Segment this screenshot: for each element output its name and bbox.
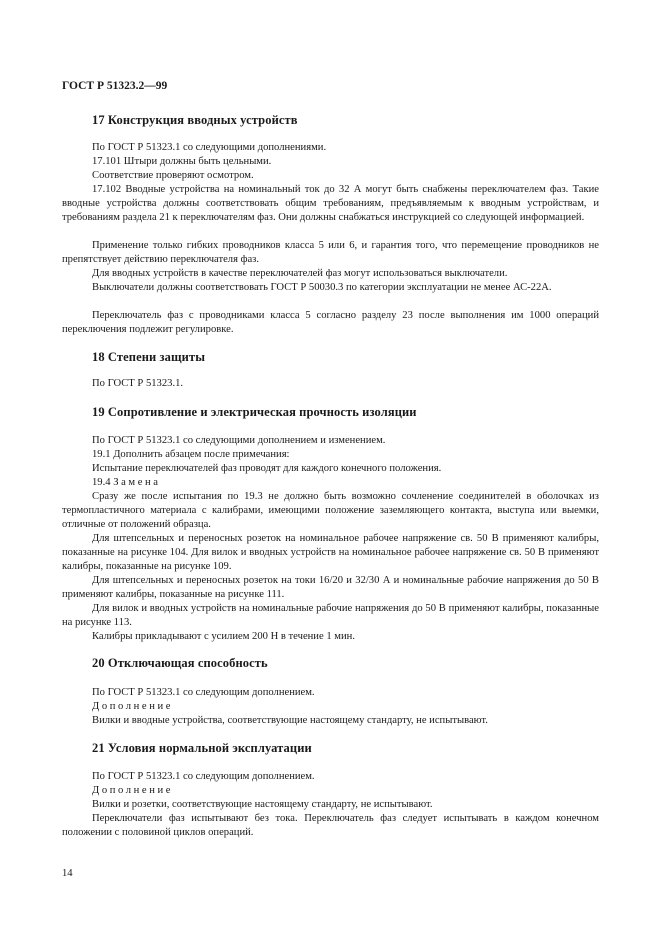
section-19-title: 19 Сопротивление и электрическая прочность изоляции — [92, 405, 417, 419]
paragraph: По ГОСТ Р 51323.1 со следующим дополнением. — [92, 687, 315, 698]
paragraph: Для штепсельных и переносных розеток на номинальное рабочее напряжение св. 50 В применяют калибры, показанные на рисунке 104. Для вилок и вводных устройств на номинальное рабочее напряжение св. 50 В применяют калибры, показанные на рисунке 109. — [62, 533, 599, 572]
spaced-label: Замена — [113, 477, 161, 488]
paragraph: Сразу же после испытания по 19.3 не должно быть возможно сочленение соединителей в оболочках из термопластичного материала с калибрами, имеющими положение заземляющего контакта, выступа или выемки, отличные от положений образца. — [62, 491, 599, 530]
section-18-title: 18 Степени защиты — [92, 350, 206, 364]
document-header: ГОСТ Р 51323.2—99 — [62, 80, 168, 92]
paragraph: 19.1 Дополнить абзацем после примечания: — [92, 449, 290, 460]
paragraph: По ГОСТ Р 51323.1 со следующими дополнениями. — [92, 142, 327, 153]
paragraph: 17.101 Штыри должны быть цельными. — [92, 156, 272, 167]
section-20-title: 20 Отключающая способность — [92, 656, 268, 670]
section-17-title: 17 Конструкция вводных устройств — [92, 113, 298, 127]
amendment-line — [62, 476, 599, 490]
spaced-label: Дополнение — [92, 785, 174, 796]
paragraph: По ГОСТ Р 51323.1 со следующим дополнением. — [92, 771, 315, 782]
paragraph: По ГОСТ Р 51323.1 со следующими дополнением и изменением. — [92, 435, 386, 446]
spaced-label: Дополнение — [92, 701, 174, 712]
paragraph: По ГОСТ Р 51323.1. — [92, 378, 184, 389]
paragraph: Для вилок и вводных устройств на номинальные рабочие напряжения до 50 В применяют калибры, показанные на рисунке 113. — [62, 603, 599, 628]
paragraph: Калибры прикладывают с усилием 200 Н в течение 1 мин. — [92, 631, 355, 642]
paragraph: Для штепсельных и переносных розеток на токи 16/20 и 32/30 А и номинальные рабочие напряжения до 50 В применяют калибры, показанные на рисунке 111. — [62, 575, 599, 600]
paragraph: Вилки и розетки, соответствующие настоящему стандарту, не испытывают. — [92, 799, 433, 810]
section-21-title: 21 Условия нормальной эксплуатации — [92, 741, 312, 755]
clause-number: 19.4 — [92, 477, 111, 488]
paragraph: Вилки и вводные устройства, соответствующие настоящему стандарту, не испытывают. — [92, 715, 488, 726]
paragraph: 17.102 Вводные устройства на номинальный ток до 32 А могут быть снабжены переключателем фаз. Такие вводные устройства должны соответствовать общим требованиям, предъявляемым к вводным устройствам, и требованиям раздела 21 к переключателям фаз. Они должны снабжаться инструкцией со следующей информацией. — [62, 184, 599, 223]
paragraph: Переключатели фаз испытывают без тока. Переключатель фаз следует испытывать в каждом конечном положении с половиной циклов операций. — [62, 813, 599, 838]
paragraph: Применение только гибких проводников класса 5 или 6, и гарантия того, что перемещение проводников не препятствует действию переключателя фаз. — [62, 240, 599, 265]
page-number: 14 — [62, 868, 73, 879]
paragraph: Для вводных устройств в качестве переключателей фаз могут использоваться выключатели. — [92, 268, 508, 279]
paragraph: Переключатель фаз с проводниками класса 5 согласно разделу 23 после выполнения им 1000 операций переключения подлежит регулировке. — [62, 310, 599, 335]
paragraph: Испытание переключателей фаз проводят для каждого конечного положения. — [92, 463, 442, 474]
paragraph: Выключатели должны соответствовать ГОСТ Р 50030.3 по категории эксплуатации не менее АС-22А. — [92, 282, 552, 293]
paragraph: Соответствие проверяют осмотром. — [92, 170, 254, 181]
